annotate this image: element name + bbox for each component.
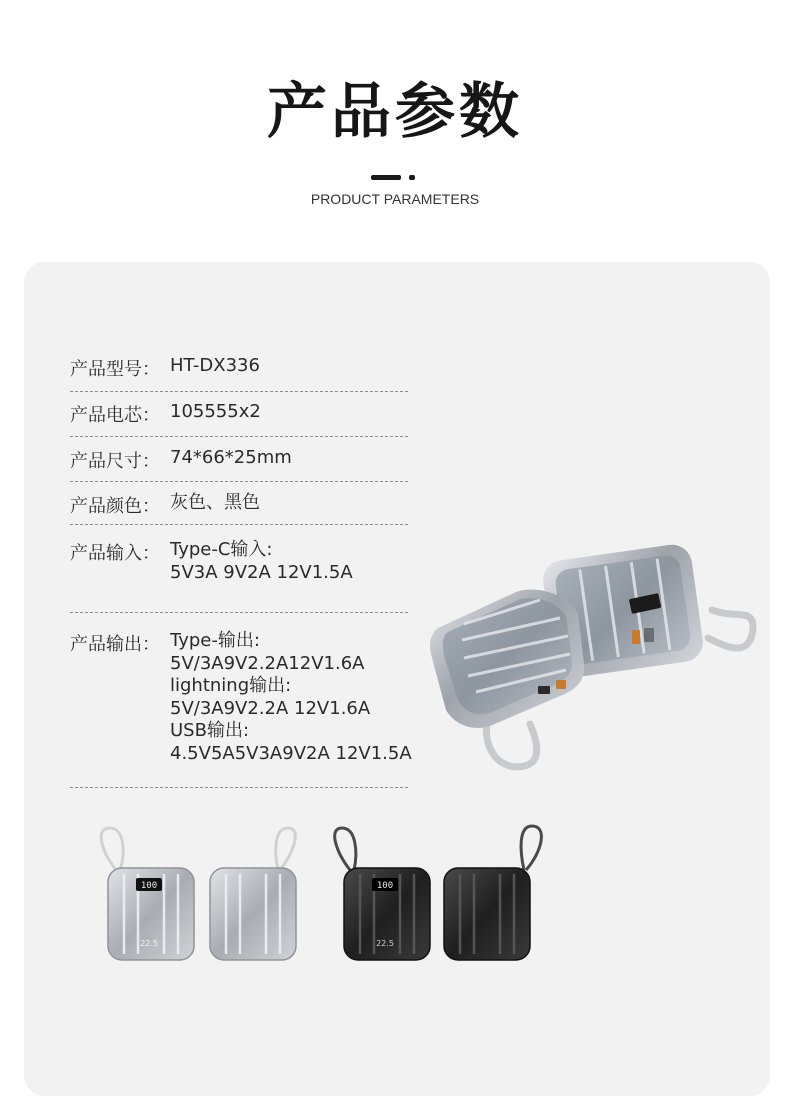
divider <box>70 612 408 613</box>
divider <box>70 436 408 437</box>
page-subtitle: PRODUCT PARAMETERS <box>310 191 480 207</box>
divider <box>70 787 408 788</box>
spec-label: 产品输出： <box>70 634 160 655</box>
spec-value <box>170 401 261 424</box>
spec-value-line: 灰色、黑色 <box>170 492 260 513</box>
spec-value-line: Type-C输入: <box>170 539 273 560</box>
power-bank-front <box>430 589 584 766</box>
page-title: 产品参数 <box>267 77 523 147</box>
power-rating-gray: 22.5 <box>140 939 158 948</box>
product-hero-image <box>420 540 770 790</box>
spec-value-line: 105555x2 <box>170 401 261 422</box>
spec-value-line: 5V/3A9V2.2A12V1.6A <box>170 652 365 674</box>
title-decoration <box>371 175 417 181</box>
spec-value <box>170 355 260 378</box>
spec-value-line: 5V/3A9V2.2A 12V1.6A <box>170 697 371 719</box>
spec-value-line: 5V3A 9V2A 12V1.5A <box>170 561 353 583</box>
spec-value-line: 4.5V5A5V3A9V2A 12V1.5A <box>170 742 412 764</box>
spec-label: 产品输入： <box>70 543 160 564</box>
title-dash <box>371 175 401 180</box>
display-reading-black: 100 <box>376 881 394 891</box>
divider <box>70 481 408 482</box>
spec-value-line: HT-DX336 <box>170 355 260 376</box>
power-rating-black: 22.5 <box>376 939 394 948</box>
spec-label: 产品颜色： <box>70 496 160 517</box>
spec-value <box>170 492 260 515</box>
gray-front-variant <box>101 828 194 960</box>
black-front-variant <box>335 828 430 960</box>
spec-value-line: Type-输出: <box>170 630 260 651</box>
divider <box>70 524 408 525</box>
spec-label: 产品尺寸： <box>70 451 160 472</box>
display-reading-gray: 100 <box>140 881 158 891</box>
spec-label: 产品电芯： <box>70 405 160 426</box>
spec-value-line: lightning输出: <box>170 675 292 696</box>
spec-value-line: USB输出: <box>170 720 250 741</box>
spec-value <box>170 539 353 584</box>
divider <box>70 391 408 392</box>
gray-back-variant <box>210 828 296 960</box>
spec-value-line: 74*66*25mm <box>170 447 292 468</box>
spec-value <box>170 447 292 470</box>
title-dot <box>409 175 415 180</box>
black-back-variant <box>444 826 541 960</box>
color-variants-image <box>80 822 570 972</box>
spec-value <box>170 630 412 765</box>
spec-label: 产品型号： <box>70 359 160 380</box>
